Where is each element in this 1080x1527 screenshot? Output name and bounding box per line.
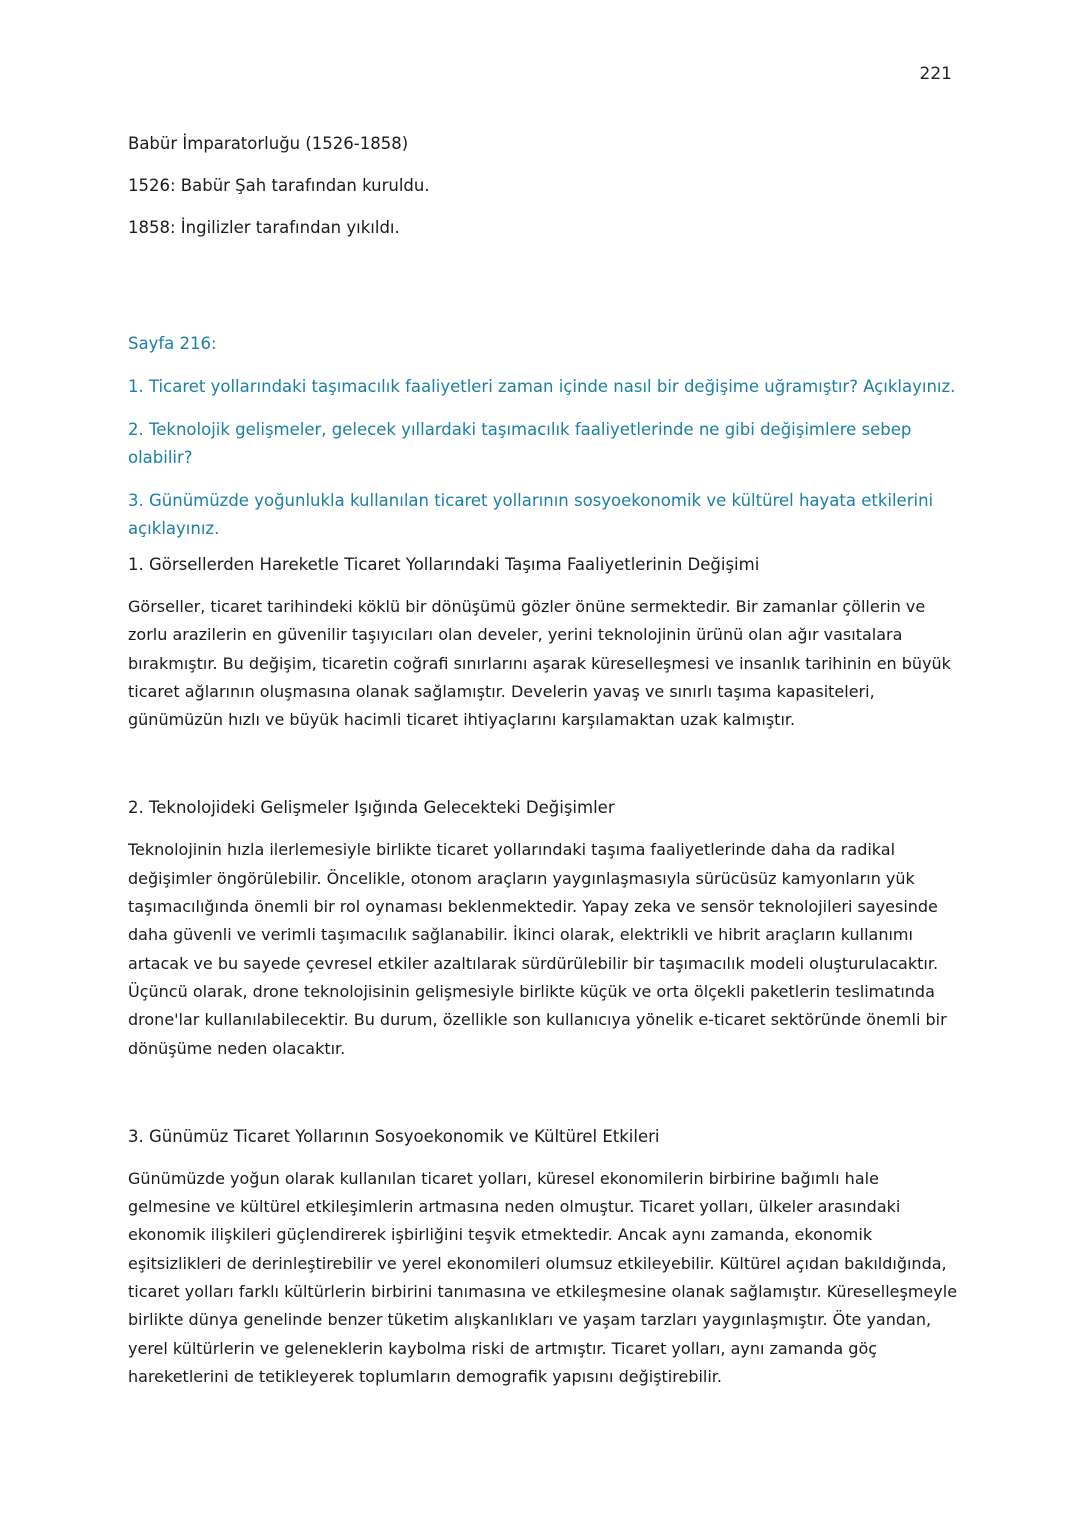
answer-section-3 [128, 1123, 958, 1391]
intro-line-fall: 1858: İngilizler tarafından yıkıldı. [128, 218, 400, 237]
questions-heading: Sayfa 216: [128, 334, 217, 353]
section-1-title: 1. Görsellerden Hareketle Ticaret Yollarındaki Taşıma Faaliyetlerinin Değişimi [128, 555, 760, 574]
section-3-body: Günümüzde yoğun olarak kullanılan ticaret yolları, küresel ekonomilerin birbirine bağımlı hale gelmesine ve kültürel etkileşimlerin artmasına neden olmuştur. Ticaret yolları, ülkeler arasındaki ekonomik ilişkileri güçlendirerek işbirliğini teşvik etmektedir. Ancak aynı zamanda, ekonomik eşitsizlikleri de derinleştirebilir ve yerel ekonomileri olumsuz etkileyebilir. Kültürel açıdan bakıldığında, ticaret yolları farklı kültürlerin birbirini tanımasına ve etkileşmesine olanak sağlamıştır. Küreselleşmeyle birlikte dünya genelinde benzer tüketim alışkanlıkları ve yaşam tarzları yaygınlaşmıştır. Öte yandan, yerel kültürlerin ve geleneklerin kaybolma riski de artmıştır. Ticaret yolları, aynı zamanda göç hareketlerini de tetikleyerek toplumların demografik yapısını değiştirebilir. [128, 1168, 958, 1386]
section-1-body: Görseller, ticaret tarihindeki köklü bir dönüşümü gözler önüne sermektedir. Bir zamanlar çöllerin ve zorlu arazilerin en güvenilir taşıyıcıları olan develer, yerini teknolojinin ürünü olan ağır vasıtalara bırakmıştır. Bu değişim, ticaretin coğrafi sınırlarını aşarak küreselleşmesi ve insanlık tarihinin en büyük ticaret ağlarının oluşmasına olanak sağlamıştır. Develerin yavaş ve sınırlı taşıma kapasiteleri, günümüzün hızlı ve büyük hacimli ticaret ihtiyaçlarını karşılamaktan uzak kalmıştır. [128, 597, 951, 730]
intro-block [128, 130, 958, 242]
section-2-title: 2. Teknolojideki Gelişmeler Işığında Gelecekteki Değişimler [128, 798, 615, 818]
answer-section-2 [128, 794, 958, 1062]
page-number: 221 [919, 64, 952, 84]
intro-line-founded: 1526: Babür Şah tarafından kuruldu. [128, 176, 430, 195]
section-3-title: 3. Günümüz Ticaret Yollarının Sosyoekonomik ve Kültürel Etkileri [128, 1126, 660, 1146]
page-content [128, 130, 958, 1391]
question-3: 3. Günümüzde yoğunlukla kullanılan ticaret yollarının sosyoekonomik ve kültürel hayata etkilerini açıklayınız. [128, 491, 934, 538]
question-1: 1. Ticaret yollarındaki taşımacılık faaliyetleri zaman içinde nasıl bir değişime uğramıştır? Açıklayınız. [128, 377, 956, 396]
question-2: 2. Teknolojik gelişmeler, gelecek yıllardaki taşımacılık faaliyetlerinde ne gibi değişimlere sebep olabilir? [128, 420, 912, 467]
answer-section-1 [128, 551, 958, 734]
section-2-body: Teknolojinin hızla ilerlemesiyle birlikte ticaret yollarındaki taşıma faaliyetlerinde daha da radikal değişimler öngörülebilir. Öncelikle, otonom araçların yaygınlaşmasıyla sürücüsüz kamyonların yük taşımacılığında önemli bir rol oynaması beklenmektedir. Yapay zeka ve sensör teknolojileri sayesinde daha güvenli ve verimli taşımacılık sağlanabilir. İkinci olarak, elektrikli ve hibrit araçların kullanımı artacak ve bu sayede çevresel etkiler azaltılarak sürdürülebilir bir taşımacılık modeli oluşturulacaktır. Üçüncü olarak, drone teknolojisinin gelişmesiyle birlikte küçük ve orta ölçekli paketlerin teslimatında drone'lar kullanılabilecektir. Bu durum, özellikle son kullanıcıya yönelik e-ticaret sektöründe önemli bir dönüşüme neden olacaktır. [128, 840, 947, 1058]
questions-block [128, 330, 958, 543]
intro-title: Babür İmparatorluğu (1526-1858) [128, 134, 409, 153]
